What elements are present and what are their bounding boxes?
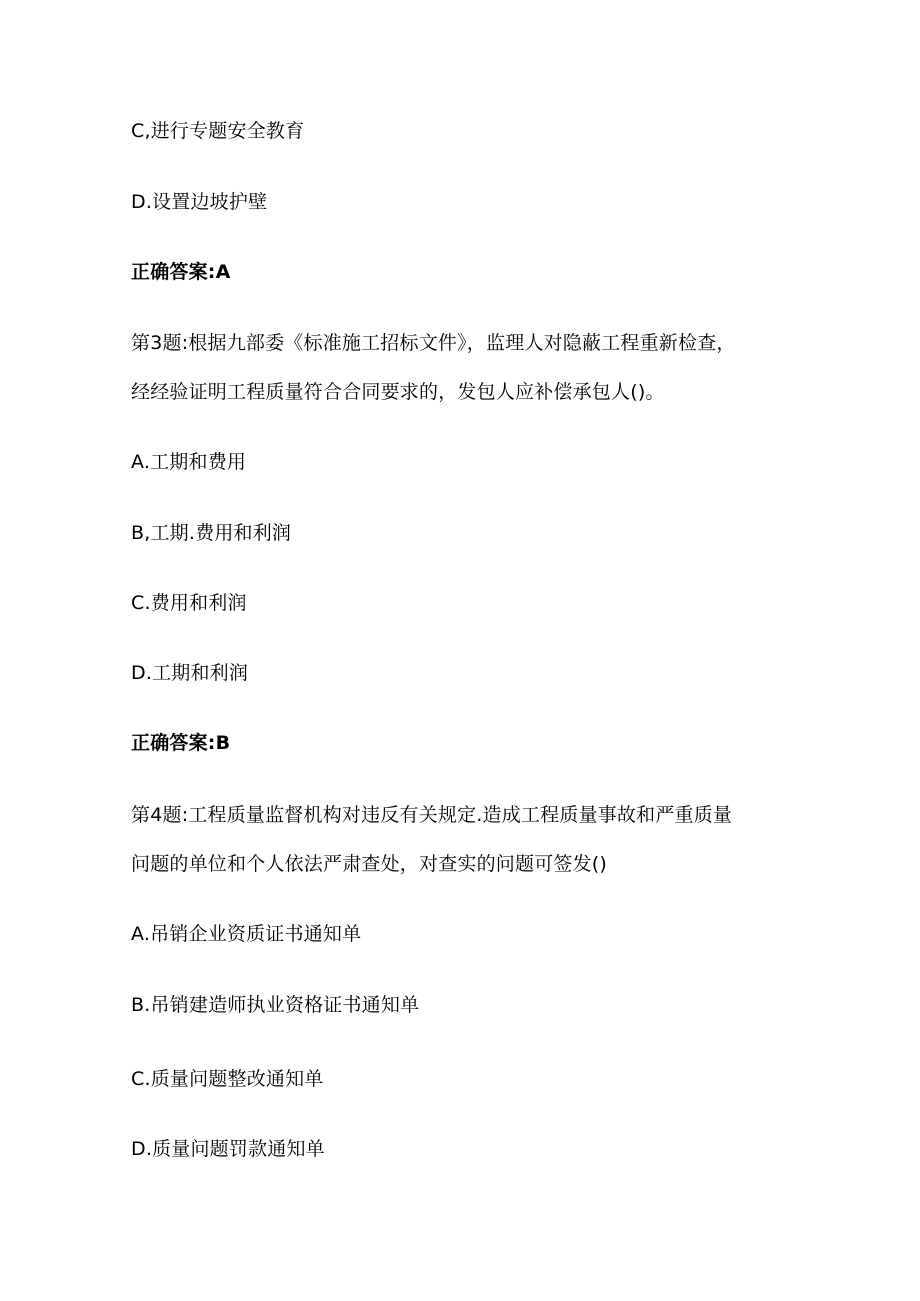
q4-stem-line2: 问题的单位和个人依法严肃查处，对查实的问题可签发() [131, 853, 608, 875]
q4-option-d: D.质量问题罚款通知单 [131, 1138, 325, 1160]
q3-stem-line1: 第3题:根据九部委《标准施工招标文件》，监理人对隐蔽工程重新检查， [131, 332, 736, 354]
q2-option-c: C,进行专题安全教育 [131, 120, 305, 142]
q3-option-b: B,工期.费用和利润 [131, 522, 292, 544]
q3-option-d: D.工期和利润 [131, 662, 249, 684]
q3-option-a: A.工期和费用 [131, 451, 247, 473]
q3-correct-answer: 正确答案:B [131, 732, 231, 754]
q3-stem-line2: 经经验证明工程质量符合合同要求的，发包人应补偿承包人()。 [131, 381, 665, 403]
q3-option-c: C.费用和利润 [131, 592, 247, 614]
q4-option-a: A.吊销企业资质证书通知单 [131, 923, 362, 945]
q2-correct-answer: 正确答案:A [131, 261, 231, 283]
q4-option-c: C.质量问题整改通知单 [131, 1068, 324, 1090]
q4-option-b: B.吊销建造师执业资格证书通知单 [131, 994, 420, 1016]
q4-stem-line1: 第4题:工程质量监督机构对违反有关规定.造成工程质量事故和严重质量 [131, 804, 733, 826]
q2-option-d: D.设置边坡护壁 [131, 191, 268, 213]
